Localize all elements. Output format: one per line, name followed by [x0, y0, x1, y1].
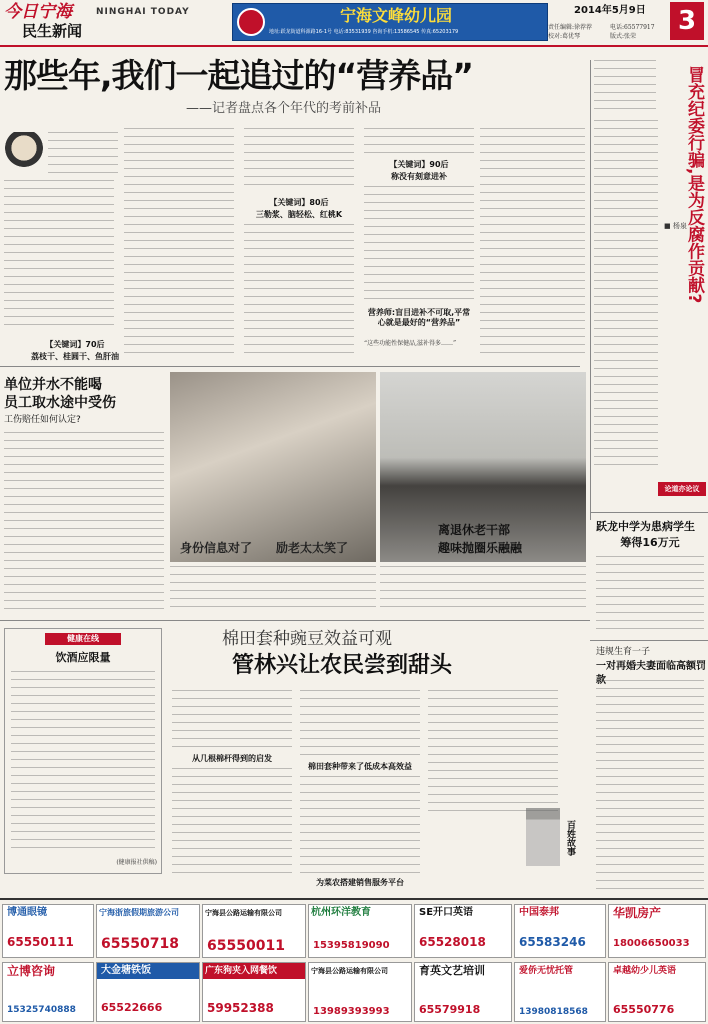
ad-tel: 15325740888: [7, 1005, 76, 1015]
page-number: 3: [670, 2, 704, 40]
farm-body-col2b: [300, 776, 420, 874]
farm-sub2: 棉田套种带来了低成本高效益: [308, 762, 412, 771]
ad-name: 宁海县公路运输有限公司: [205, 909, 282, 917]
ad-name: 育英文艺培训: [419, 964, 485, 977]
ad-name: 大金塘铁饭: [97, 963, 199, 979]
editor-tel: 电话:65577917: [610, 24, 655, 31]
ad-tel: 59952388: [207, 1001, 274, 1015]
ad-travel[interactable]: [96, 904, 200, 958]
ad-name: 华凯房产: [613, 906, 662, 920]
editor: 责任编辑:徐荐荐: [548, 24, 593, 31]
school-body: [596, 556, 704, 634]
farm-body-col1b: [172, 768, 292, 874]
lead-body-col1: [4, 180, 114, 330]
lead-headline: 那些年,我们一起追过的“营养品”: [4, 56, 473, 95]
ad-name: 中国泰邦: [519, 907, 559, 918]
ad-name: 广东狗夹入网餐饮: [203, 963, 305, 979]
ad-libo[interactable]: [2, 962, 94, 1022]
ad-name: 卓越幼少儿英语: [613, 966, 677, 976]
ad-tel: 65528018: [419, 935, 486, 949]
ad-road-transport[interactable]: [202, 904, 306, 958]
lead-sec3-sub: 称没有刻意进补: [391, 172, 447, 181]
proofreader: 校对:葛优琴: [548, 33, 581, 40]
photo2-caption-a: 离退休老干部: [438, 523, 511, 537]
farmer-sketch: [526, 808, 560, 866]
farm-headline: 棉田套种豌豆效益可观: [222, 629, 392, 649]
health-box: [4, 628, 162, 874]
photo2-story: [380, 566, 586, 614]
farm-body-col1: [172, 690, 292, 750]
ad-taibang[interactable]: [514, 904, 606, 958]
ad-zhuoyue[interactable]: [608, 962, 706, 1022]
lead-quote: 营养师:盲目进补不可取,平常心就是最好的“营养品”: [367, 308, 471, 327]
ad-name: SE开口英语: [419, 907, 474, 918]
ad-yuying[interactable]: [414, 962, 512, 1022]
ad-tel: 65583246: [519, 935, 586, 949]
photo1-story: [170, 566, 376, 614]
banner-ad: [232, 3, 548, 41]
column-author: ■ 杨泉: [664, 222, 687, 230]
ad-tel: 18006650033: [613, 938, 690, 949]
left-story-body: [4, 432, 164, 612]
column-tag: 论道亦论议: [658, 482, 706, 496]
ad-tel: 65550111: [7, 935, 74, 949]
farm-sub3: 为菜农搭建销售服务平台: [316, 878, 404, 887]
photo2-caption-b: 趣味抛圈乐融融: [438, 541, 523, 555]
lead-sec2-sub: 三勒浆、脑轻松、红桃K: [255, 210, 343, 219]
ad-tel: 13989393993: [313, 1006, 390, 1017]
farm-sub1: 从几根棉杆得到的启发: [192, 754, 272, 763]
farm-side-label: 百姓故事: [565, 820, 575, 856]
ad-tel: 65550011: [207, 938, 285, 954]
wedding-pretitle: 违规生育一子: [596, 647, 651, 657]
ad-name: 立博咨询: [7, 964, 56, 978]
ad-tel: 13980818568: [519, 1007, 588, 1017]
lead-body-col4b: [364, 186, 474, 304]
lead-sec1-sub: 荔枝干、桂圆干、鱼肝油: [31, 352, 119, 361]
lead-sec1-title: 【关键词】70后: [45, 340, 105, 349]
banner-info: 地址:跃龙街道科源路16-1号 电话:83531939 咨询手机:13586545 传真:65203179: [269, 29, 459, 35]
lead-sec2-title: 【关键词】80后: [269, 198, 329, 207]
farm-title: 管林兴让农民尝到甜头: [232, 653, 453, 678]
issue-date: 2014年5月9日: [574, 5, 646, 16]
newspaper-logo-en: NINGHAI TODAY: [96, 7, 190, 17]
ad-road-transport-2[interactable]: [308, 962, 412, 1022]
school-title2: 筹得16万元: [620, 536, 680, 549]
left-story-title1: 单位并水不能喝: [4, 377, 102, 393]
ad-guangdong[interactable]: [202, 962, 306, 1022]
ad-boton-glasses[interactable]: [2, 904, 94, 958]
masthead: [0, 0, 708, 44]
lead-quote-byline: “这些功能性保健品,滋补得多……”: [364, 340, 457, 347]
ad-name: 宁海县公路运输有限公司: [311, 967, 388, 975]
ad-tel: 65579918: [419, 1003, 481, 1016]
farm-body-col3: [428, 690, 558, 812]
lead-sec3-title: 【关键词】90后: [389, 160, 449, 169]
ad-tel: 65550776: [613, 1003, 675, 1016]
lead-subtitle: ——记者盘点各个年代的考前补品: [186, 101, 382, 116]
ad-tel: 65522666: [101, 1001, 163, 1014]
ad-name: 博通眼镜: [7, 907, 47, 918]
column-intro: [594, 60, 656, 116]
ad-tel: 15395819090: [313, 940, 390, 951]
wedding-body: [596, 680, 704, 890]
left-story-title2: 员工取水途中受伤: [4, 395, 116, 411]
school-emblem: [237, 8, 265, 36]
lead-body-col3b: [244, 224, 354, 354]
column-title: 冒充纪委行骗,是为反腐作贡献?: [684, 66, 704, 304]
health-col-title: 饮酒应限量: [55, 651, 111, 664]
left-story-subtitle: 工伤赔任如何认定?: [4, 415, 81, 425]
wedding-title: 一对再婚夫妻面临高额罚款: [596, 661, 706, 686]
layout-editor: 版式:张荣: [610, 33, 637, 40]
ad-name: 杭州环洋教育: [311, 907, 371, 918]
ad-dajintang[interactable]: [96, 962, 200, 1022]
school-title1: 跃龙中学为患病学生: [596, 520, 695, 533]
ad-english[interactable]: [414, 904, 512, 958]
lead-body-col5: [480, 128, 585, 358]
health-source: (健康报社供稿): [116, 859, 157, 866]
lead-body-col4: [364, 128, 474, 158]
section-title: 民生新闻: [22, 22, 83, 40]
ad-education[interactable]: [308, 904, 412, 958]
photo1-caption-b: 励老太太笑了: [276, 541, 349, 555]
photo-id-card: [170, 372, 376, 562]
ad-tel: 65550718: [101, 936, 179, 952]
health-body: [11, 671, 155, 855]
photo1-caption-a: 身份信息对了: [180, 541, 253, 555]
ad-huakai[interactable]: [608, 904, 706, 958]
ad-name: 宁海浙旅假期旅游公司: [99, 908, 179, 917]
newspaper-logo: 今日宁海: [4, 2, 72, 22]
column-body: [594, 120, 658, 466]
lead-intro: [48, 132, 118, 178]
lead-body-col2: [124, 128, 234, 358]
banner-name: 宁海文峰幼儿园: [339, 6, 452, 25]
ad-aiqiao[interactable]: [514, 962, 606, 1022]
lead-body-col3: [244, 128, 354, 192]
health-box-title: 健康在线: [45, 633, 121, 645]
ad-name: 爱侨无忧托管: [519, 966, 574, 976]
reporter-portrait: [4, 132, 44, 172]
farm-body-col2: [300, 690, 420, 760]
